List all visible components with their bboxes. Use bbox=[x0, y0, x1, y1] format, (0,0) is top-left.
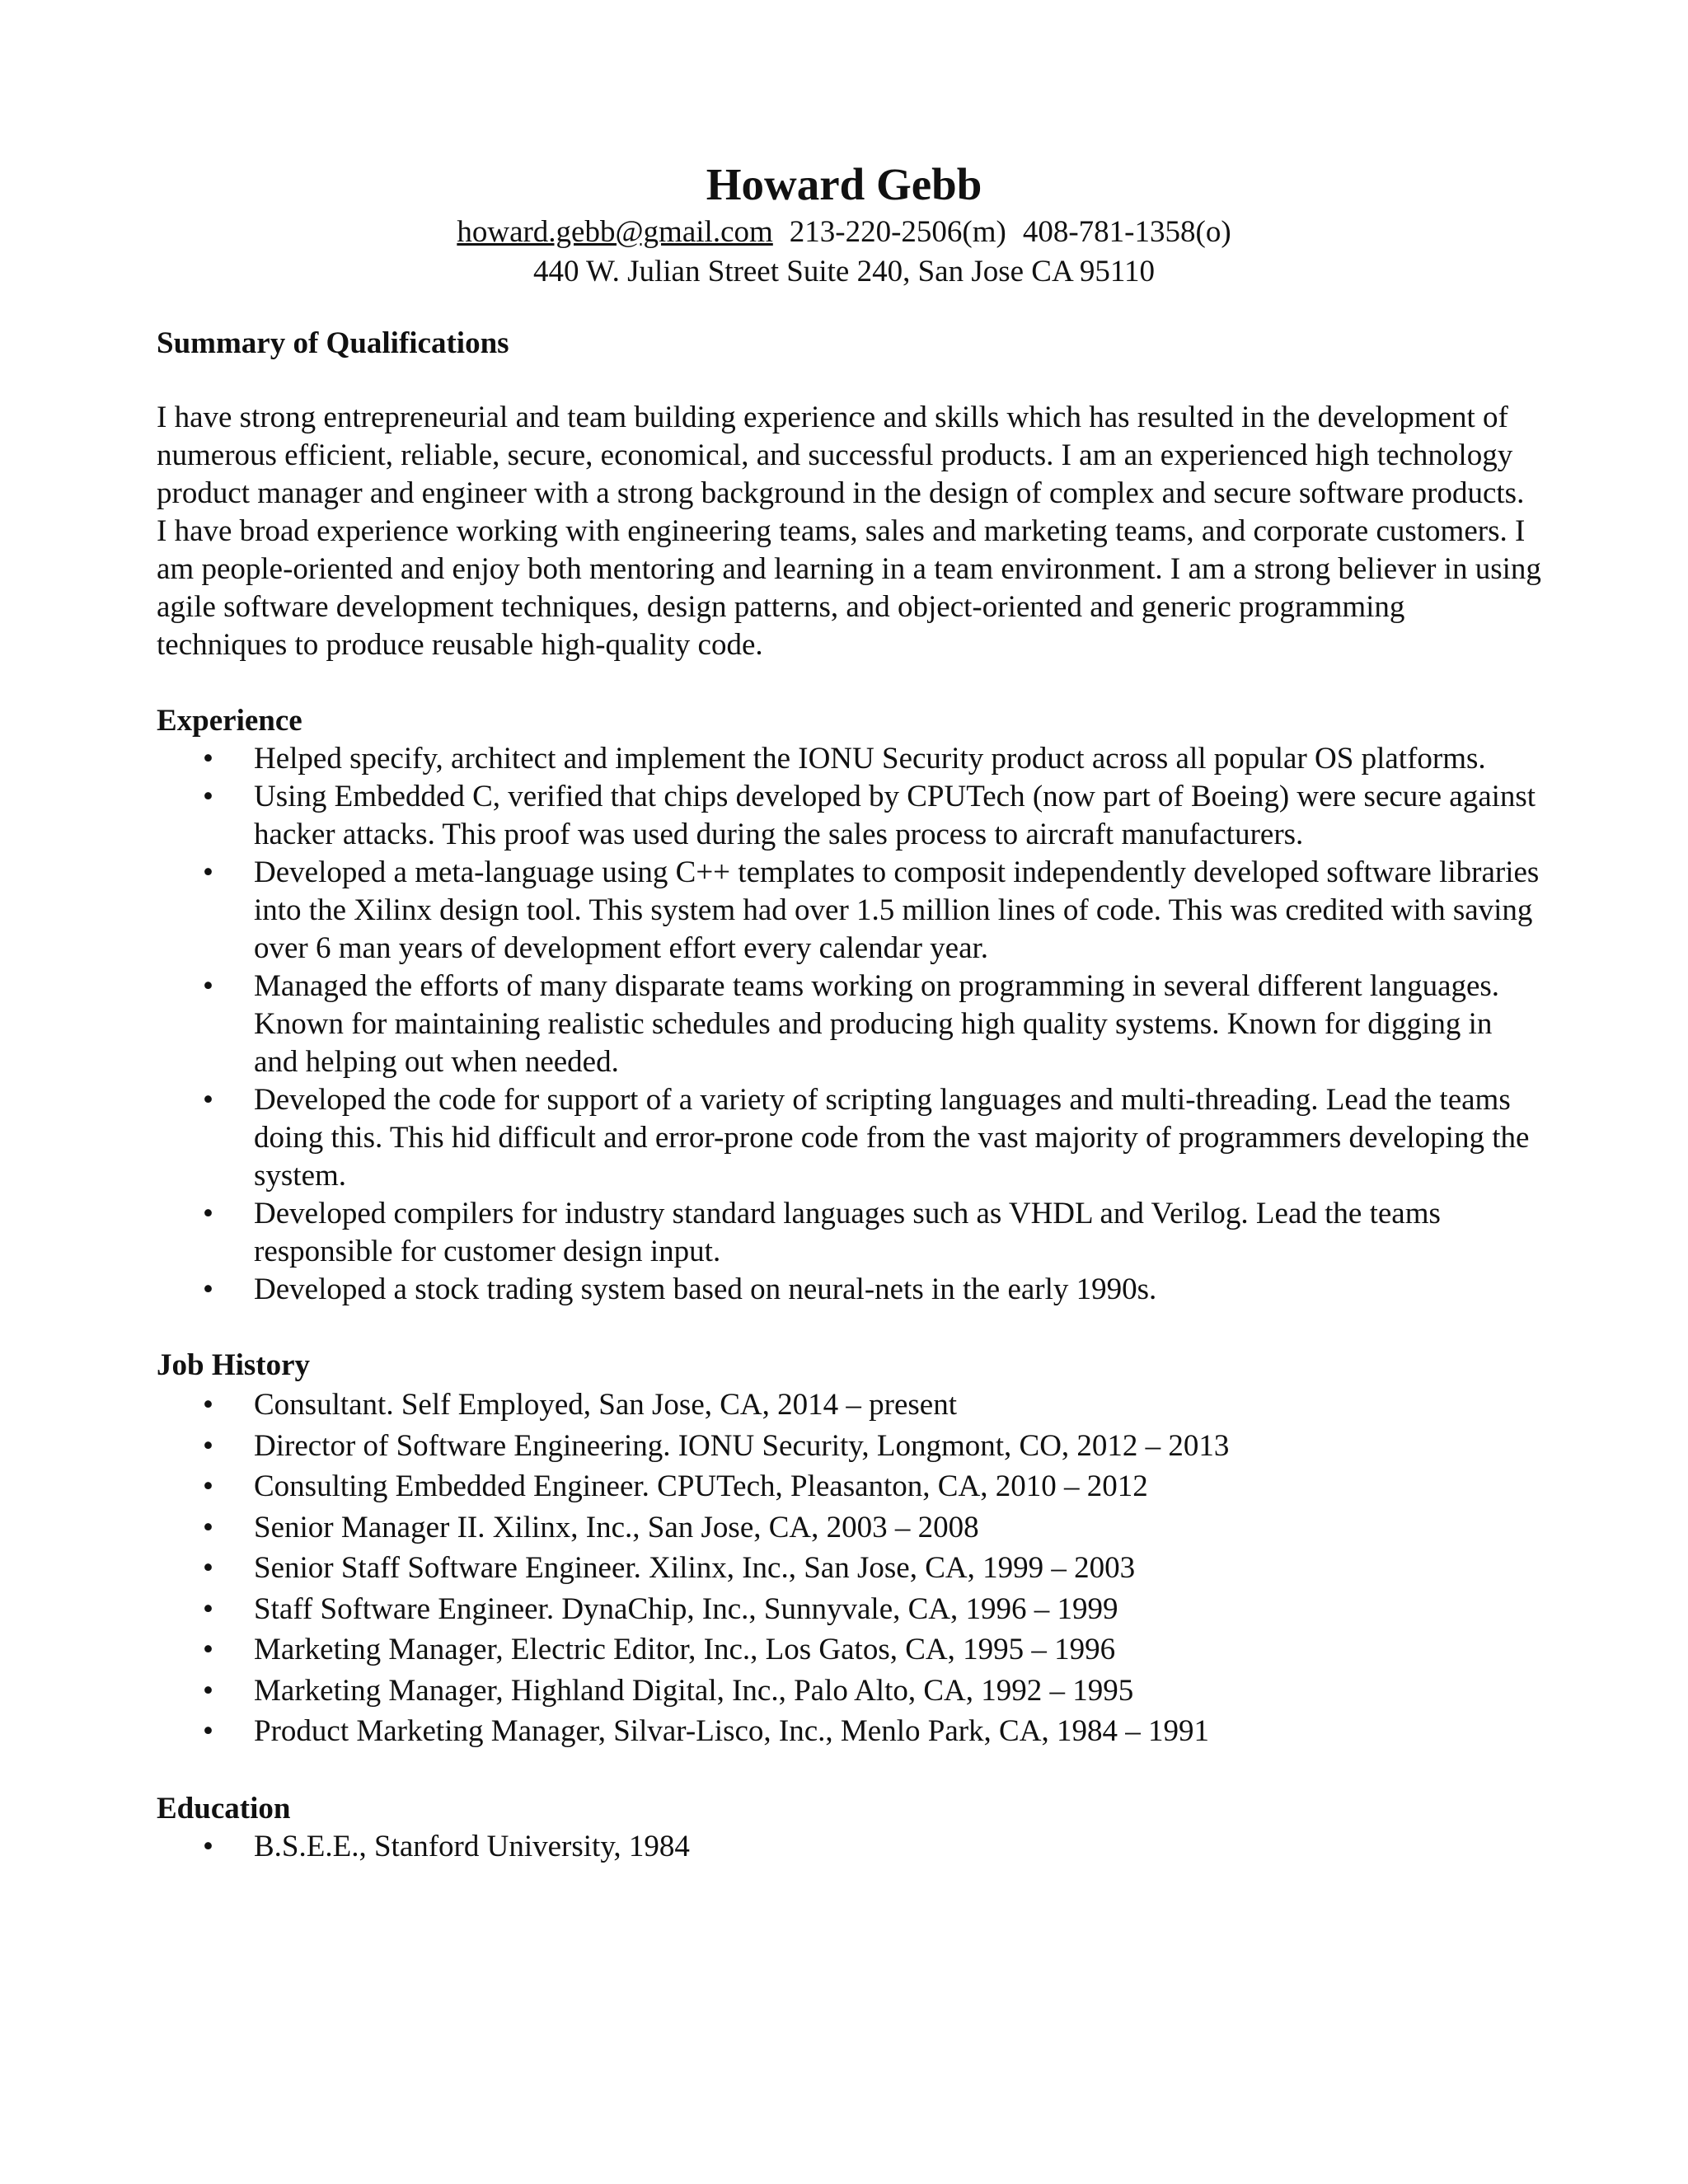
contact-line bbox=[0, 213, 1688, 252]
list-item: • Product Marketing Manager, Silvar-Lisco, Inc., Menlo Park, CA, 1984 – 1991 bbox=[157, 1711, 1541, 1752]
list-item: • Marketing Manager, Highland Digital, Inc., Palo Alto, CA, 1992 – 1995 bbox=[157, 1671, 1541, 1712]
list-item: • Using Embedded C, verified that chips developed by CPUTech (now part of Boeing) were secure against hacker attacks. This proof was used during the sales process to aircraft manufacturers. bbox=[203, 780, 1536, 851]
bullet-icon: • bbox=[203, 1388, 213, 1422]
bullet-icon: • bbox=[203, 742, 213, 776]
list-item: • Developed the code for support of a variety of scripting languages and multi-threading. Lead the teams doing this. This hid difficult and error-prone code from the vast majority of programmers developing the system. bbox=[203, 1083, 1530, 1193]
list-item: • Director of Software Engineering. IONU Security, Longmont, CO, 2012 – 2013 bbox=[157, 1426, 1541, 1467]
bullet-icon: • bbox=[203, 1428, 213, 1463]
bullet-icon: • bbox=[203, 1197, 213, 1230]
bullet-icon: • bbox=[203, 855, 213, 889]
mobile-phone: 213-220-2506(m) bbox=[789, 215, 1006, 249]
list-item: • Staff Software Engineer. DynaChip, Inc., Sunnyvale, CA, 1996 – 1999 bbox=[157, 1589, 1541, 1630]
candidate-name: Howard Gebb bbox=[706, 159, 982, 209]
bullet-icon: • bbox=[203, 1829, 213, 1863]
summary-paragraph: I have strong entrepreneurial and team building experience and skills which has resulted in the development of numerous efficient, reliable, secure, economical, and successful products. I am an experienced high technology product manager and engineer with a strong background in the design of complex and secure software products. I have broad experience working with engineering teams, sales and marketing teams, and corporate customers. I am people-oriented and enjoy both mentoring and learning in a team environment. I am a strong believer in using agile software development techniques, design patterns, and object-oriented and generic programming techniques to produce reusable high-quality code. bbox=[157, 401, 1541, 662]
resume-header bbox=[0, 157, 1688, 292]
bullet-icon: • bbox=[203, 1633, 213, 1666]
list-item: • Managed the efforts of many disparate teams working on programming in several different languages. Known for maintaining realistic schedules and producing high quality systems. Known for digging in and helping out when needed. bbox=[203, 969, 1500, 1079]
bullet-icon: • bbox=[203, 1673, 213, 1708]
summary-heading: Summary of Qualifications bbox=[157, 326, 509, 360]
email-link[interactable]: howard.gebb@gmail.com bbox=[457, 215, 773, 249]
job-history-list bbox=[157, 1385, 1541, 1752]
resume-body bbox=[157, 325, 1541, 1866]
bullet-icon: • bbox=[203, 1591, 213, 1626]
list-item: • Marketing Manager, Electric Editor, Inc., Los Gatos, CA, 1995 – 1996 bbox=[157, 1629, 1541, 1671]
summary-section bbox=[157, 325, 1541, 664]
job-history-heading: Job History bbox=[157, 1348, 311, 1382]
education-section bbox=[157, 1790, 1541, 1866]
experience-list bbox=[157, 740, 1541, 1309]
bullet-icon: • bbox=[203, 1083, 213, 1117]
list-item: • Consultant. Self Employed, San Jose, CA, 2014 – present bbox=[157, 1385, 1541, 1426]
bullet-icon: • bbox=[203, 1469, 213, 1503]
address-line: 440 W. Julian Street Suite 240, San Jose CA 95110 bbox=[532, 255, 1156, 288]
bullet-icon: • bbox=[203, 969, 213, 1003]
office-phone: 408-781-1358(o) bbox=[1022, 215, 1231, 249]
list-item: • Developed a stock trading system based on neural-nets in the early 1990s. bbox=[157, 1271, 1541, 1309]
experience-section bbox=[157, 702, 1541, 1309]
list-item: • Helped specify, architect and implement the IONU Security product across all popular OS platforms. bbox=[157, 740, 1541, 778]
bullet-icon: • bbox=[203, 1714, 213, 1748]
list-item: • Senior Staff Software Engineer. Xilinx, Inc., San Jose, CA, 1999 – 2003 bbox=[157, 1548, 1541, 1589]
bullet-icon: • bbox=[203, 1510, 213, 1544]
list-item: • Consulting Embedded Engineer. CPUTech, Pleasanton, CA, 2010 – 2012 bbox=[157, 1466, 1541, 1507]
list-item: • Senior Manager II. Xilinx, Inc., San Jose, CA, 2003 – 2008 bbox=[157, 1507, 1541, 1549]
education-list bbox=[157, 1828, 1541, 1866]
bullet-icon: • bbox=[203, 1551, 213, 1585]
education-heading: Education bbox=[157, 1791, 291, 1825]
list-item: • Developed compilers for industry standard languages such as VHDL and Verilog. Lead the teams responsible for customer design input. bbox=[203, 1197, 1441, 1268]
experience-heading: Experience bbox=[157, 704, 302, 738]
list-item: • Developed a meta-language using C++ templates to composit independently developed software libraries into the Xilinx design tool. This system had over 1.5 million lines of code. This was credited with saving over 6 man years of development effort every calendar year. bbox=[203, 855, 1540, 965]
bullet-icon: • bbox=[203, 1272, 213, 1306]
bullet-icon: • bbox=[203, 780, 213, 813]
job-history-section bbox=[157, 1347, 1541, 1752]
list-item: • B.S.E.E., Stanford University, 1984 bbox=[157, 1828, 1541, 1866]
